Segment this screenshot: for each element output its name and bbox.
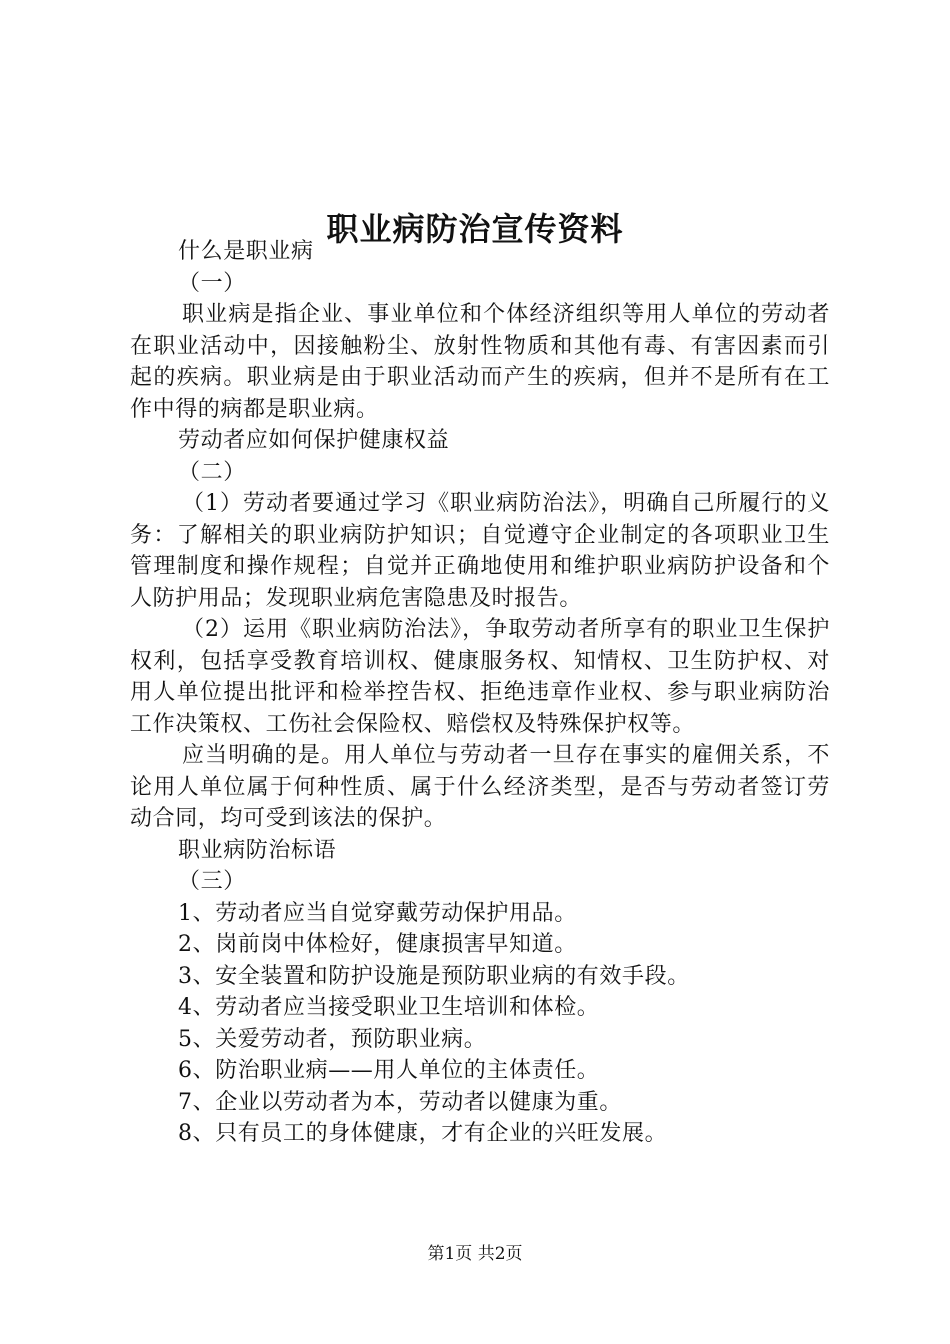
section-heading: 职业病防治标语 [178, 837, 337, 863]
slogan-item: 8、只有员工的身体健康，才有企业的兴旺发展。 [178, 1121, 668, 1146]
page-title: 职业病防治宣传资料 [326, 210, 624, 249]
section-heading: 劳动者应如何保护健康权益 [178, 428, 450, 453]
slogan-item: 4、劳动者应当接受职业卫生培训和体检。 [178, 995, 600, 1020]
slogan-item: 6、防治职业病——用人单位的主体责任。 [178, 1058, 600, 1083]
paragraph: （1）劳动者要通过学习《职业病防治法》，明确自己所履行的义务：了解相关的职业病防护知识；自觉遵守企业制定的各项职业卫生管理制度和操作规程；自觉并正确地使用和维护职业病防护设备和个人防护用品；发现职业病危害隐患及时报告。 [130, 491, 830, 611]
section-number: （三） [178, 869, 246, 894]
paragraph: 应当明确的是。用人单位与劳动者一旦存在事实的雇佣关系，不论用人单位属于何种性质、属于什么经济类型，是否与劳动者签订劳动合同，均可受到该法的保护。 [130, 743, 830, 831]
paragraph: （2）运用《职业病防治法》，争取劳动者所享有的职业卫生保护权利，包括享受教育培训权、健康服务权、知情权、卫生防护权、对用人单位提出批评和检举控告权、拒绝违章作业权、参与职业病防治工作决策权、工伤社会保险权、赔偿权及特殊保护权等。 [130, 617, 830, 737]
page-number-footer: 第1页 共2页 [427, 1244, 523, 1264]
slogan-item: 7、企业以劳动者为本，劳动者以健康为重。 [178, 1089, 622, 1115]
section-number: （二） [178, 459, 246, 485]
slogan-item: 3、安全装置和防护设施是预防职业病的有效手段。 [178, 963, 690, 989]
slogan-item: 2、岗前岗中体检好，健康损害早知道。 [178, 932, 577, 957]
section-heading: 什么是职业病 [178, 239, 314, 264]
section-number: （一） [178, 270, 246, 296]
document-body [130, 236, 830, 1150]
slogan-item: 5、关爱劳动者，预防职业病。 [178, 1026, 487, 1052]
slogan-item: 1、劳动者应当自觉穿戴劳动保护用品。 [178, 900, 577, 926]
paragraph: 职业病是指企业、事业单位和个体经济组织等用人单位的劳动者在职业活动中，因接触粉尘、放射性物质和其他有毒、有害因素而引起的疾病。职业病是由于职业活动而产生的疾病，但并不是所有在工作中得的病都是职业病。 [130, 302, 830, 422]
